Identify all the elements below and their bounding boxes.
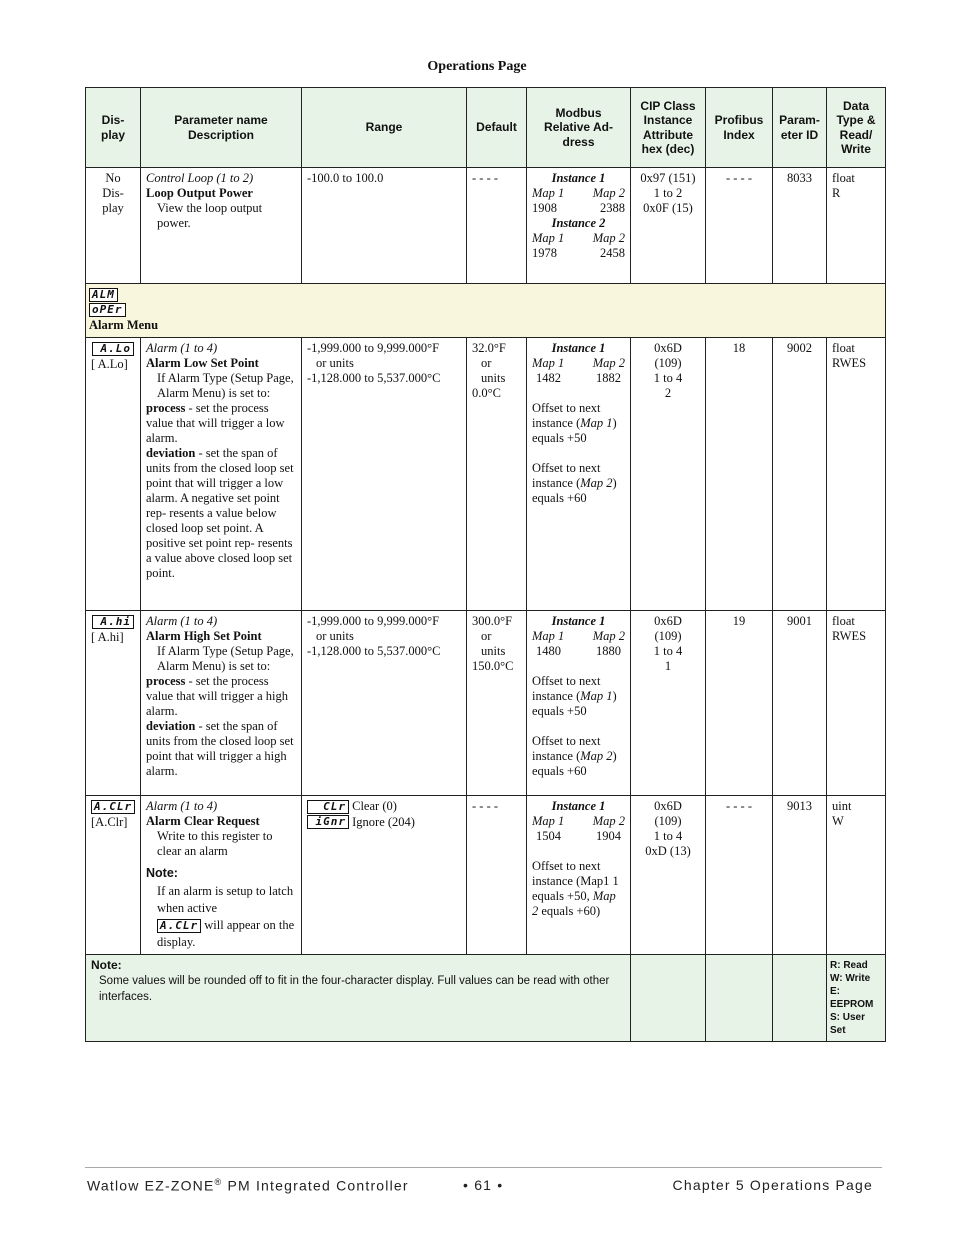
cip-cell: 0x6D (109) 1 to 4 0xD (13) (631, 796, 706, 955)
data-type-cell: float R (827, 168, 886, 284)
table-row (86, 796, 886, 955)
range-cell: -1,999.000 to 9,999.000°F or units -1,128.000 to 5,537.000°C (302, 338, 467, 611)
note-row (86, 955, 886, 1042)
table-row (86, 611, 886, 796)
parameter-name: Alarm High Set Point (146, 629, 262, 643)
footer-chapter: Chapter 5 Operations Page (672, 1177, 873, 1193)
param-id-cell: 8033 (773, 168, 827, 284)
lcd-display: A.hi (92, 615, 134, 629)
header-modbus: Modbus Relative Ad- dress (527, 88, 631, 168)
lcd-ignore-option: iGnr (307, 815, 349, 829)
table-row (86, 338, 886, 611)
parameter-name: Loop Output Power (146, 186, 253, 200)
parameter-cell: Control Loop (1 to 2) Loop Output Power View the loop output power. (141, 168, 302, 284)
display-cell: No Dis- play (86, 168, 141, 284)
profibus-cell: - - - - (706, 796, 773, 955)
footer-divider (85, 1167, 882, 1168)
param-id-cell: 9001 (773, 611, 827, 796)
display-cell: A.Lo [ A.Lo] (86, 338, 141, 611)
note-cell: Note: Some values will be rounded off to fit in the four-character display. Full values can be read with other interfaces. (86, 955, 631, 1042)
parameter-cell: Alarm (1 to 4) Alarm Low Set Point If Alarm Type (Setup Page, Alarm Menu) is set to: process - set the process value that will trigger a low alarm. deviation - set the span of units from the closed loop set point that will trigger a low alarm. A negative set point rep- resents a value below closed loop set point. A positive set point rep- resents a value above closed loop set point. (141, 338, 302, 611)
header-display: Dis- play (86, 88, 141, 168)
modbus-cell: Instance 1 Map 1 Map 2 1908 2388 Instance 2 Map 1 Map 2 1978 2458 (527, 168, 631, 284)
data-type-cell: uint W (827, 796, 886, 955)
parameter-name: Alarm Clear Request (146, 814, 260, 828)
access-legend: R: Read W: Write E: EEPROM S: User Set (827, 955, 886, 1042)
cip-cell: 0x97 (151) 1 to 2 0x0F (15) (631, 168, 706, 284)
default-cell: - - - - (467, 168, 527, 284)
cip-cell: 0x6D (109) 1 to 4 2 (631, 338, 706, 611)
default-cell: 300.0°F or units 150.0°C (467, 611, 527, 796)
profibus-cell: - - - - (706, 168, 773, 284)
param-id-cell: 9013 (773, 796, 827, 955)
header-param-id: Param- eter ID (773, 88, 827, 168)
lcd-alarm-display: ALM (89, 288, 118, 302)
lcd-display: A.Lo (92, 342, 134, 356)
profibus-cell: 18 (706, 338, 773, 611)
modbus-cell: Instance 1 Map 1 Map 2 1480 1880 Offset to next instance (Map 1) equals +50 Offset to next instance (Map 2) equals +60 (527, 611, 631, 796)
menu-header-row (86, 284, 886, 338)
default-cell: - - - - (467, 796, 527, 955)
parameter-cell: Alarm (1 to 4) Alarm High Set Point If Alarm Type (Setup Page, Alarm Menu) is set to: process - set the process value that will trigger a high alarm. deviation - set the span of units from the closed loop set point that will trigger a high alarm. (141, 611, 302, 796)
data-type-cell: float RWES (827, 338, 886, 611)
data-type-cell: float RWES (827, 611, 886, 796)
range-cell: CLr Clear (0) iGnr Ignore (204) (302, 796, 467, 955)
lcd-note-display: A.CLr (157, 919, 201, 933)
table-row (86, 168, 886, 284)
lcd-display: A.CLr (91, 800, 135, 814)
range-cell: -1,999.000 to 9,999.000°F or units -1,128.000 to 5,537.000°C (302, 611, 467, 796)
header-row (86, 88, 886, 168)
modbus-cell: Instance 1 Map 1 Map 2 1504 1904 Offset to next instance (Map1 1 equals +50, Map 2 equals +60) (527, 796, 631, 955)
footer-product: Watlow EZ-ZONE® PM Integrated Controller (87, 1177, 409, 1194)
lcd-clear-option: CLr (307, 800, 349, 814)
header-parameter-name: Parameter name Description (141, 88, 302, 168)
default-cell: 32.0°F or units 0.0°C (467, 338, 527, 611)
parameter-name: Alarm Low Set Point (146, 356, 259, 370)
header-data-type: Data Type & Read/ Write (827, 88, 886, 168)
profibus-cell: 19 (706, 611, 773, 796)
page-title: Operations Page (427, 59, 527, 74)
menu-label: Alarm Menu (89, 318, 159, 333)
footer-page-number: • 61 • (463, 1177, 504, 1193)
display-cell: A.CLr [A.Clr] (86, 796, 141, 955)
header-default: Default (467, 88, 527, 168)
operations-table (85, 87, 886, 1042)
header-cip: CIP Class Instance Attribute hex (dec) (631, 88, 706, 168)
range-cell: -100.0 to 100.0 (302, 168, 467, 284)
parameter-cell: Alarm (1 to 4) Alarm Clear Request Write to this register to clear an alarm Note: If an alarm is setup to latch when active A.CLr will appear on the display. (141, 796, 302, 955)
header-range: Range (302, 88, 467, 168)
cip-cell: 0x6D (109) 1 to 4 1 (631, 611, 706, 796)
lcd-oper-display: oPEr (89, 303, 126, 317)
header-profibus: Profibus Index (706, 88, 773, 168)
param-id-cell: 9002 (773, 338, 827, 611)
modbus-cell: Instance 1 Map 1 Map 2 1482 1882 Offset to next instance (Map 1) equals +50 Offset to next instance (Map 2) equals +60 (527, 338, 631, 611)
display-cell: A.hi [ A.hi] (86, 611, 141, 796)
